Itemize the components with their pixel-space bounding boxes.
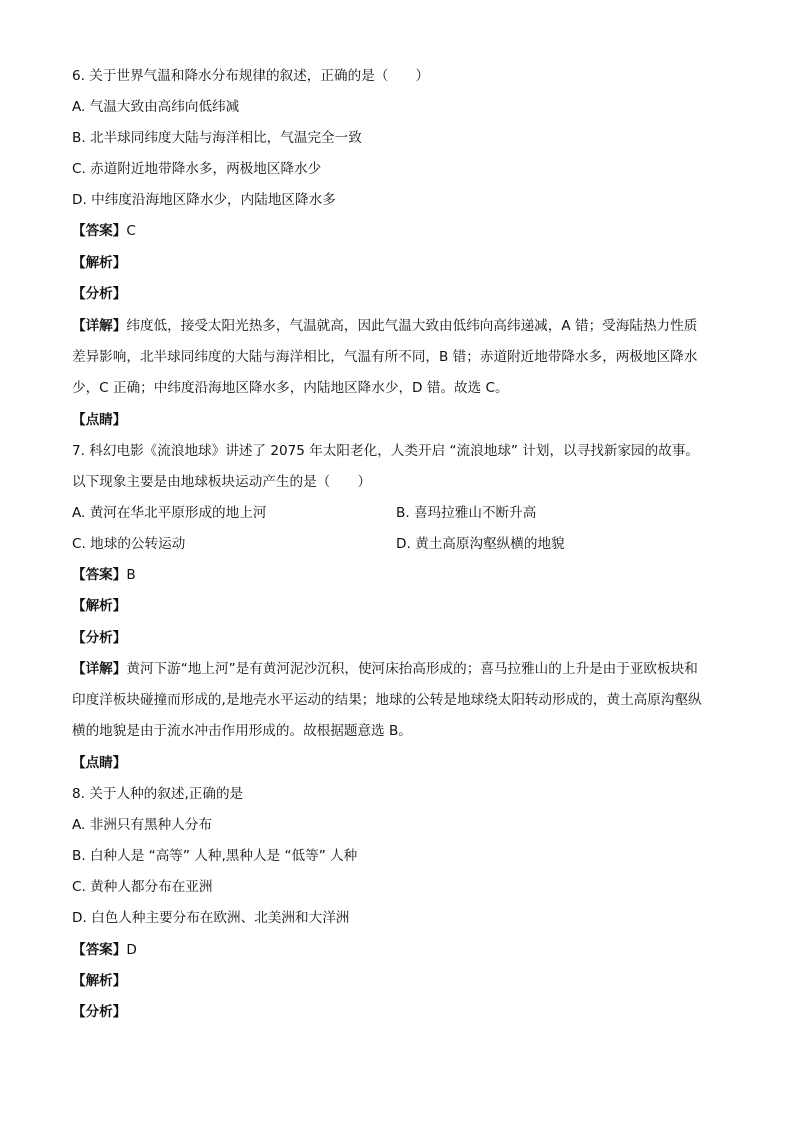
q6-stem: 6. 关于世界气温和降水分布规律的叙述，正确的是（ ）	[72, 68, 430, 84]
q7-option-c: C. 地球的公转运动	[72, 536, 186, 552]
q6-detail-line-2: 差异影响，北半球同纬度的大陆与海洋相比，气温有所不同，B 错；赤道附近地带降水多，两极地区降水	[72, 349, 698, 365]
q7-option-b: B. 喜玛拉雅山不断升高	[396, 505, 537, 521]
q6-option-b: B. 北半球同纬度大陆与海洋相比，气温完全一致	[72, 130, 362, 146]
q6-answer-value: C	[126, 223, 136, 239]
q7-option-d: D. 黄土高原沟壑纵横的地貌	[396, 536, 565, 552]
q8-option-b: B. 白种人是 “高等” 人种,黑种人是 “低等” 人种	[72, 848, 358, 864]
q6-detail-line-3: 少，C 正确；中纬度沿海地区降水多，内陆地区降水少，D 错。故选 C。	[72, 380, 509, 396]
q6-jiexi-label: 【解析】	[72, 255, 127, 271]
q7-option-a: A. 黄河在华北平原形成的地上河	[72, 505, 267, 521]
q7-detail-line-3: 横的地貌是由于流水冲击作用形成的。故根据题意选 B。	[72, 723, 412, 739]
q7-answer-value: B	[126, 567, 136, 583]
q6-option-a: A. 气温大致由高纬向低纬减	[72, 99, 240, 115]
q8-option-a: A. 非洲只有黑种人分布	[72, 817, 213, 833]
q8-jiexi-label: 【解析】	[72, 973, 127, 989]
q7-jiexi-label: 【解析】	[72, 598, 127, 614]
q6-detail-line-1	[72, 316, 697, 336]
q6-dianjing-label: 【点睛】	[72, 412, 127, 428]
q7-detail-label: 【详解】	[72, 661, 127, 677]
q8-option-c: C. 黄种人都分布在亚洲	[72, 879, 213, 895]
q6-detail-text-1: 纬度低，接受太阳光热多，气温就高，因此气温大致由低纬向高纬递减，A 错；受海陆热力性质	[126, 318, 698, 334]
q7-dianjing-label: 【点睛】	[72, 755, 127, 771]
q6-answer-label: 【答案】	[72, 223, 127, 239]
q7-stem-line-1: 7. 科幻电影《流浪地球》讲述了 2075 年太阳老化，人类开启 “流浪地球” 计划，以寻找新家园的故事。	[72, 443, 700, 459]
q8-stem: 8. 关于人种的叙述,正确的是	[72, 786, 244, 802]
q8-fenxi-label: 【分析】	[72, 1004, 127, 1020]
q6-fenxi-label: 【分析】	[72, 286, 127, 302]
q7-fenxi-label: 【分析】	[72, 630, 127, 646]
q7-detail-line-2: 印度洋板块碰撞而形成的,是地壳水平运动的结果；地球的公转是地球绕太阳转动形成的，黄土高原沟壑纵	[72, 692, 702, 708]
q7-answer	[72, 565, 136, 585]
q8-answer-label: 【答案】	[72, 942, 127, 958]
q7-answer-label: 【答案】	[72, 567, 127, 583]
q6-option-d: D. 中纬度沿海地区降水少，内陆地区降水多	[72, 192, 336, 208]
q7-detail-text-1: 黄河下游“地上河”是有黄河泥沙沉积，使河床抬高形成的；喜马拉雅山的上升是由于亚欧板块和	[126, 661, 698, 677]
q6-detail-label: 【详解】	[72, 318, 127, 334]
q7-stem-line-2: 以下现象主要是由地球板块运动产生的是（ ）	[72, 474, 372, 490]
q7-detail-line-1	[72, 659, 698, 679]
q8-answer	[72, 940, 137, 960]
q6-answer	[72, 221, 136, 241]
q6-option-c: C. 赤道附近地带降水多，两极地区降水少	[72, 161, 322, 177]
q8-option-d: D. 白色人种主要分布在欧洲、北美洲和大洋洲	[72, 910, 350, 926]
q8-answer-value: D	[126, 942, 137, 958]
